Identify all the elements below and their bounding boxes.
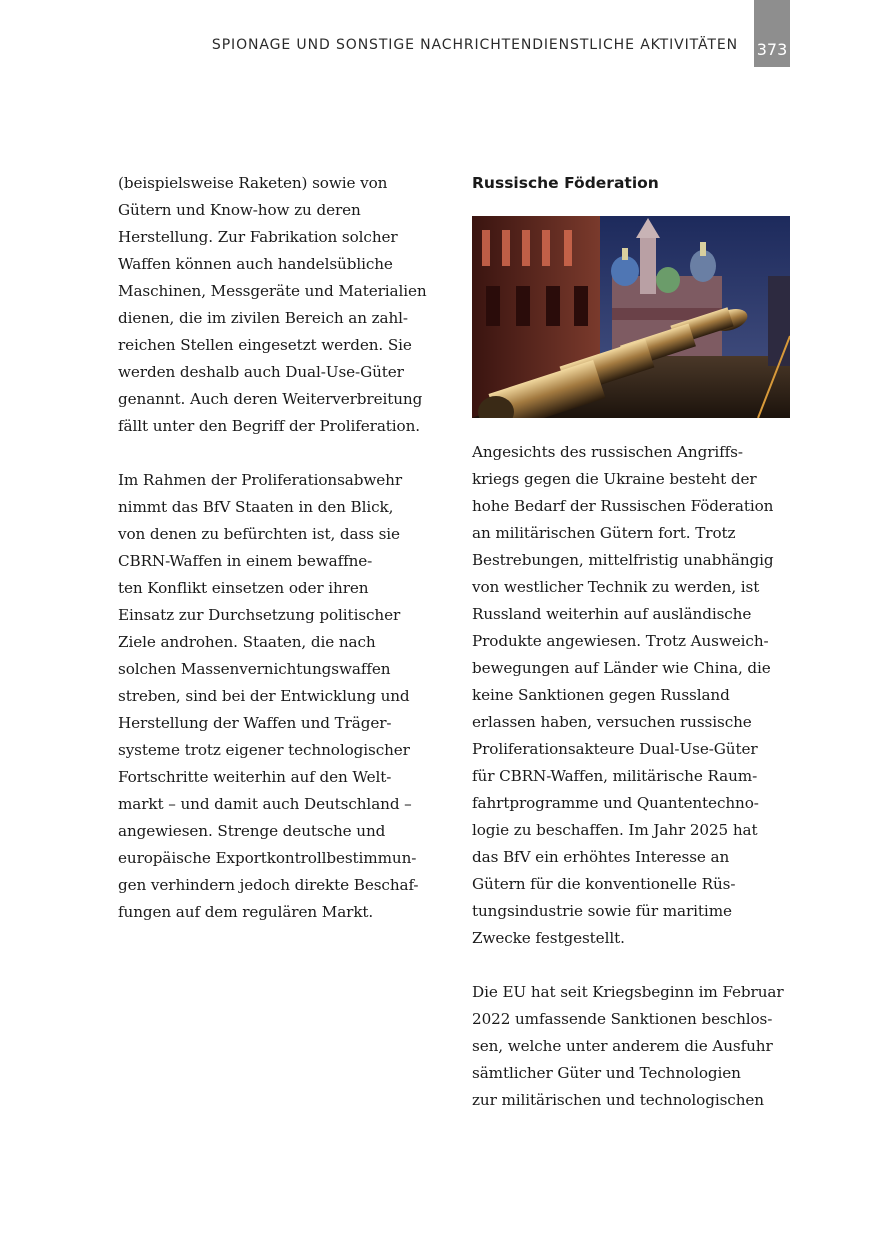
text-line: genannt. Auch deren Weiterverbreitung <box>118 390 423 408</box>
text-line: CBRN-Waffen in einem bewaffne- <box>118 552 373 570</box>
text-line: Produkte angewiesen. Trotz Ausweich- <box>472 632 769 650</box>
text-line: fungen auf dem regulären Markt. <box>118 903 374 921</box>
text-line: Gütern für die konventionelle Rüs- <box>472 875 736 893</box>
text-line: Gütern und Know-how zu deren <box>118 201 361 219</box>
text-line: Zwecke festgestellt. <box>472 929 625 947</box>
right-paragraph-1 <box>472 439 802 952</box>
text-line: werden deshalb auch Dual-Use-Güter <box>118 363 404 381</box>
text-line: keine Sanktionen gegen Russland <box>472 686 730 704</box>
right-paragraph-2 <box>472 979 802 1114</box>
text-line: logie zu beschaffen. Im Jahr 2025 hat <box>472 821 758 839</box>
text-line: von westlicher Technik zu werden, ist <box>472 578 760 596</box>
text-line: erlassen haben, versuchen russische <box>472 713 752 731</box>
paragraph-spacer <box>118 440 443 467</box>
text-line: von denen zu befürchten ist, dass sie <box>118 525 400 543</box>
right-column-heading-block <box>472 170 797 197</box>
text-line: systeme trotz eigener technologischer <box>118 741 410 759</box>
left-paragraph-2 <box>118 467 443 926</box>
text-line: Herstellung. Zur Fabrikation solcher <box>118 228 398 246</box>
text-line: Fortschritte weiterhin auf den Welt- <box>118 768 392 786</box>
text-line: Maschinen, Messgeräte und Materialien <box>118 282 427 300</box>
text-line: solchen Massenvernichtungswaffen <box>118 660 391 678</box>
left-column <box>118 170 443 926</box>
text-line: tungsindustrie sowie für maritime <box>472 902 732 920</box>
red-square-photo <box>472 216 790 418</box>
text-line: hohe Bedarf der Russischen Föderation <box>472 497 774 515</box>
text-line: bewegungen auf Länder wie China, die <box>472 659 771 677</box>
text-line: streben, sind bei der Entwicklung und <box>118 687 410 705</box>
page-number: 373 <box>756 40 788 59</box>
text-line: ten Konflikt einsetzen oder ihren <box>118 579 369 597</box>
text-line: Proliferationsakteure Dual-Use-Güter <box>472 740 758 758</box>
text-line: sämtlicher Güter und Technologien <box>472 1064 741 1082</box>
text-line: Einsatz zur Durchsetzung politischer <box>118 606 401 624</box>
text-line: (beispielsweise Raketen) sowie von <box>118 174 388 192</box>
text-line: an militärischen Gütern fort. Trotz <box>472 524 736 542</box>
paragraph-spacer <box>472 952 802 979</box>
text-line: 2022 umfassende Sanktionen beschlos- <box>472 1010 773 1028</box>
text-line: Die EU hat seit Kriegsbeginn im Februar <box>472 983 784 1001</box>
text-line: sen, welche unter anderem die Ausfuhr <box>472 1037 773 1055</box>
text-line: zur militärischen und technologischen <box>472 1091 764 1109</box>
text-line: für CBRN-Waffen, militärische Raum- <box>472 767 758 785</box>
text-line: Im Rahmen der Proliferationsabwehr <box>118 471 402 489</box>
text-line: Ziele androhen. Staaten, die nach <box>118 633 376 651</box>
text-line: Waffen können auch handelsübliche <box>118 255 393 273</box>
text-line: Bestrebungen, mittelfristig unabhängig <box>472 551 774 569</box>
text-line: Herstellung der Waffen und Träger- <box>118 714 392 732</box>
text-line: markt – und damit auch Deutschland – <box>118 795 412 813</box>
text-line: Russland weiterhin auf ausländische <box>472 605 752 623</box>
text-line: fahrtprogramme und Quantentechno- <box>472 794 759 812</box>
right-column-body <box>472 439 802 1114</box>
text-line: fällt unter den Begriff der Proliferation. <box>118 417 421 435</box>
text-line: nimmt das BfV Staaten in den Blick, <box>118 498 394 516</box>
text-line: angewiesen. Strenge deutsche und <box>118 822 386 840</box>
section-heading: Russische Föderation <box>472 174 659 192</box>
text-line: das BfV ein erhöhtes Interesse an <box>472 848 730 866</box>
text-line: dienen, die im zivilen Bereich an zahl- <box>118 309 408 327</box>
left-paragraph-1 <box>118 170 443 440</box>
text-line: Angesichts des russischen Angriffs- <box>472 443 743 461</box>
text-line: gen verhindern jedoch direkte Beschaf- <box>118 876 419 894</box>
text-line: reichen Stellen eingesetzt werden. Sie <box>118 336 412 354</box>
text-line: kriegs gegen die Ukraine besteht der <box>472 470 757 488</box>
running-head-title: SPIONAGE UND SONSTIGE NACHRICHTENDIENSTLICHE AKTIVITÄTEN <box>211 37 738 53</box>
page-number-tab <box>754 0 790 67</box>
text-line: europäische Exportkontrollbestimmun- <box>118 849 417 867</box>
